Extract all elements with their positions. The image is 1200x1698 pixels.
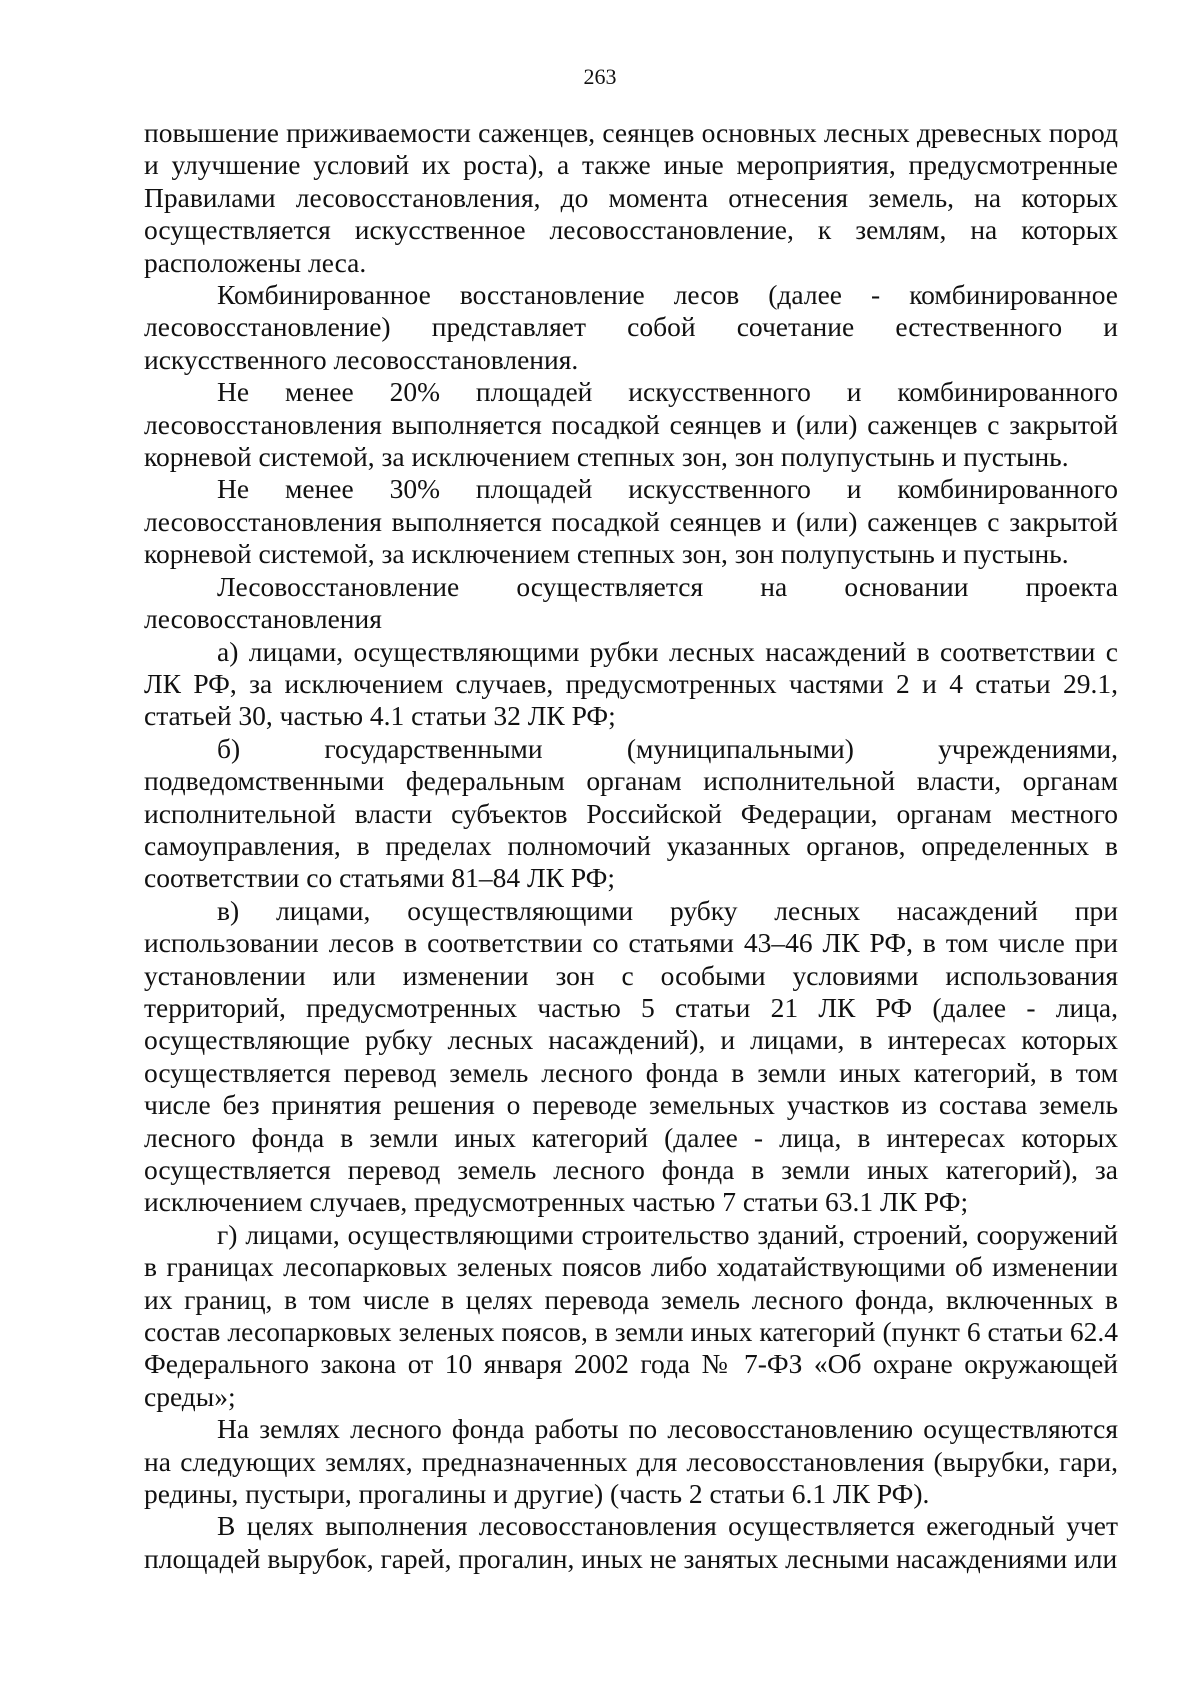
- paragraph-3: Не менее 20% площадей искусственного и комбинированного лесовосстановления выполняется посадкой сеянцев и (или) саженцев с закрытой корневой системой, за исключением степных зон, зон полупустынь и пустынь.: [144, 376, 1118, 473]
- paragraph-5: Лесовосстановление осуществляется на основании проекта лесовосстановления: [144, 570, 1118, 635]
- document-body: [144, 117, 1118, 1575]
- paragraph-7: б) государственными (муниципальными) учреждениями, подведомственными федеральным органам исполнительной власти, органам исполнительной власти субъектов Российской Федерации, органам местного самоуправления, в пределах полномочий указанных органов, определенных в соответствии со статьями 81–84 ЛК РФ;: [144, 732, 1118, 894]
- paragraph-8: в) лицами, осуществляющими рубку лесных насаждений при использовании лесов в соответствии со статьями 43–46 ЛК РФ, в том числе при установлении или изменении зон с особыми условиями использования территорий, предусмотренных частью 5 статьи 21 ЛК РФ (далее - лица, осуществляющие рубку лесных насаждений), и лицами, в интересах которых осуществляется перевод земель лесного фонда в земли иных категорий, в том числе без принятия решения о переводе земельных участков из состава земель лесного фонда в земли иных категорий (далее - лица, в интересах которых осуществляется перевод земель лесного фонда в земли иных категорий), за исключением случаев, предусмотренных частью 7 статьи 63.1 ЛК РФ;: [144, 894, 1118, 1218]
- paragraph-6: а) лицами, осуществляющими рубки лесных насаждений в соответствии с ЛК РФ, за исключением случаев, предусмотренных частями 2 и 4 статьи 29.1, статьей 30, частью 4.1 статьи 32 ЛК РФ;: [144, 635, 1118, 732]
- paragraph-11: В целях выполнения лесовосстановления осуществляется ежегодный учет площадей вырубок, гарей, прогалин, иных не занятых лесными насаждениями или: [144, 1510, 1118, 1574]
- paragraph-10: На землях лесного фонда работы по лесовосстановлению осуществляются на следующих землях, предназначенных для лесовосстановления (вырубки, гари, редины, пустыри, прогалины и другие) (часть 2 статьи 6.1 ЛК РФ).: [144, 1413, 1118, 1510]
- paragraph-2: Комбинированное восстановление лесов (далее - комбинированное лесовосстановление) представляет собой сочетание естественного и искусственного лесовосстановления.: [144, 279, 1118, 375]
- paragraph-9: г) лицами, осуществляющими строительство зданий, строений, сооружений в границах лесопарковых зеленых поясов либо ходатайствующими об изменении их границ, в том числе в целях перевода земель лесного фонда, включенных в состав лесопарковых зеленых поясов, в земли иных категорий (пункт 6 статьи 62.4 Федерального закона от 10 января 2002 года № 7-ФЗ «Об охране окружающей среды»;: [144, 1218, 1118, 1412]
- page-number: 263: [583, 64, 617, 89]
- paragraph-4: Не менее 30% площадей искусственного и комбинированного лесовосстановления выполняется посадкой сеянцев и (или) саженцев с закрытой корневой системой, за исключением степных зон, зон полупустынь и пустынь.: [144, 473, 1118, 570]
- paragraph-1: повышение приживаемости саженцев, сеянцев основных лесных древесных пород и улучшение условий их роста), а также иные мероприятия, предусмотренные Правилами лесовосстановления, до момента отнесения земель, на которых осуществляется искусственное лесовосстановление, к землям, на которых расположены леса.: [144, 117, 1118, 278]
